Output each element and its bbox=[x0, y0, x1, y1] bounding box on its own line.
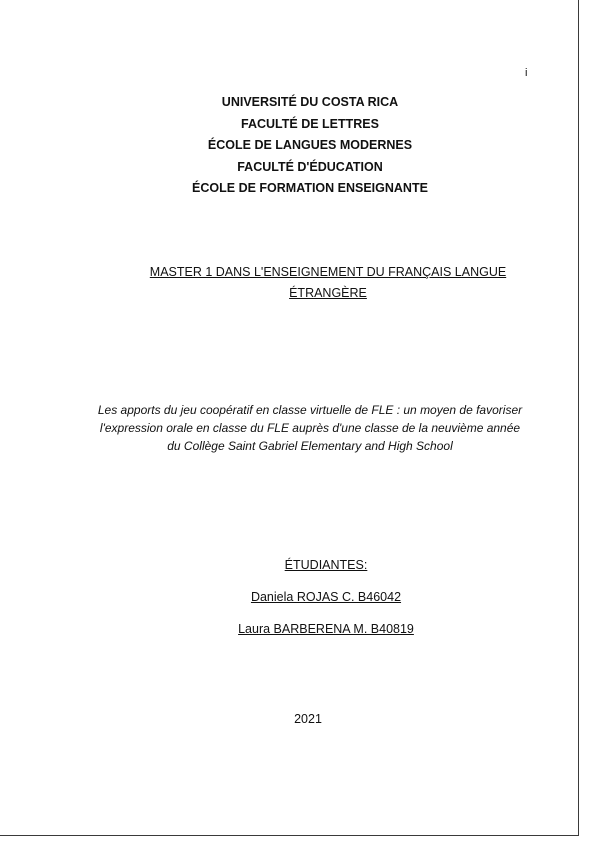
institution-line-school-training: ÉCOLE DE FORMATION ENSEIGNANTE bbox=[192, 181, 428, 195]
thesis-title bbox=[0, 401, 600, 455]
institution-line-university: UNIVERSITÉ DU COSTA RICA bbox=[221, 95, 399, 109]
program-title-line-2: ÉTRANGÈRE bbox=[289, 286, 367, 300]
year: 2021 bbox=[294, 712, 322, 726]
student-name-2: Laura BARBERENA M. B40819 bbox=[238, 622, 414, 636]
institution-line-faculty-education: FACULTÉ D'ÉDUCATION bbox=[237, 159, 383, 174]
thesis-title-line-3: du Collège Saint Gabriel Elementary and High School bbox=[167, 439, 453, 453]
thesis-title-line-2: l'expression orale en classe du FLE auprès d'une classe de la neuvième année bbox=[99, 421, 521, 435]
institution-line-school-languages: ÉCOLE DE LANGUES MODERNES bbox=[207, 138, 413, 152]
program-title-line-1: MASTER 1 DANS L'ENSEIGNEMENT DU FRANÇAIS LANGUE bbox=[149, 265, 507, 279]
thesis-title-line-1: Les apports du jeu coopératif en classe virtuelle de FLE : un moyen de favoriser bbox=[97, 403, 523, 417]
institution-line-faculty-letters: FACULTÉ DE LETTRES bbox=[241, 116, 379, 131]
program-title bbox=[0, 262, 600, 304]
student-name-1: Daniela ROJAS C. B46042 bbox=[250, 590, 402, 604]
students-heading: ÉTUDIANTES: bbox=[284, 558, 368, 572]
institution-header bbox=[0, 92, 600, 200]
page-number: i bbox=[525, 67, 528, 79]
scan-border-bottom bbox=[0, 835, 579, 836]
